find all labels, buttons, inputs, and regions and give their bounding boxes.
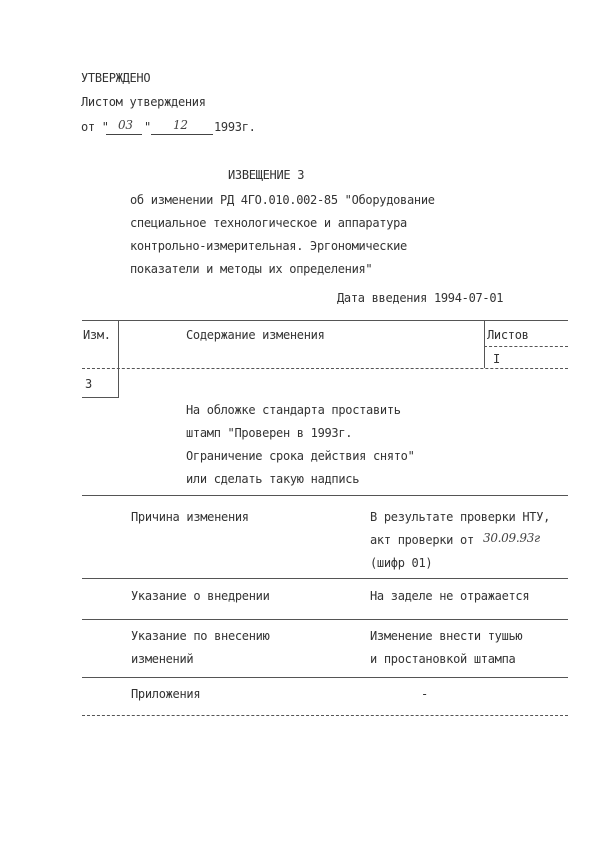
approval-month: 12 [173, 118, 188, 132]
notice-line-4: показатели и методы их определения" [130, 262, 373, 276]
notice-title: ИЗВЕЩЕНИЕ 3 [228, 168, 305, 182]
document-bottom-rule [82, 715, 568, 716]
implementation-label: Указание о внедрении [131, 589, 270, 603]
notice-line-3: контрольно-измерительная. Эргономические [130, 239, 407, 253]
reason-date: 30.09.93г [483, 531, 540, 545]
content-bottom-rule [82, 495, 568, 496]
header-sheets: Листов [487, 328, 529, 342]
notice-line-1: об изменении РД 4ГО.010.002-85 "Оборудование [130, 193, 435, 207]
content-line-1: На обложке стандарта проставить [186, 403, 401, 417]
approval-quote-close: " [144, 120, 151, 134]
reason-bottom-rule [82, 578, 568, 579]
content-line-3: Ограничение срока действия снято" [186, 449, 415, 463]
implementation-value: На заделе не отражается [370, 589, 530, 603]
approval-from-prefix: от " [81, 120, 109, 134]
entry-label-line-1: Указание по внесению [131, 629, 270, 643]
row-number: 3 [85, 377, 92, 391]
sheets-split-rule [484, 346, 568, 347]
table-divider-sheets [484, 320, 485, 368]
reason-line-3: (шифр 01) [370, 556, 433, 570]
content-line-4: или сделать такую надпись [186, 472, 360, 486]
introduction-date: Дата введения 1994-07-01 [337, 291, 504, 305]
approval-day: 03 [118, 118, 133, 132]
sheets-value: I [493, 352, 500, 366]
header-content: Содержание изменения [186, 328, 325, 342]
content-line-2: штамп "Проверен в 1993г. [186, 426, 353, 440]
appendix-value: - [421, 687, 428, 701]
table-header-rule [82, 368, 568, 369]
num-cell-rule [82, 397, 118, 398]
entry-label-line-2: изменений [131, 652, 194, 666]
table-top-rule [82, 320, 568, 321]
reason-label: Причина изменения [131, 510, 249, 524]
implementation-bottom-rule [82, 619, 568, 620]
day-underline [106, 134, 142, 135]
approval-year: 1993г. [214, 120, 256, 134]
table-divider-num [118, 320, 119, 398]
notice-line-2: специальное технологическое и аппаратура [130, 216, 407, 230]
reason-line-1: В результате проверки НТУ, [370, 510, 551, 524]
entry-value-line-2: и простановкой штампа [370, 652, 516, 666]
approval-by-letter: Листом утверждения [81, 95, 206, 109]
entry-value-line-1: Изменение внести тушью [370, 629, 523, 643]
month-underline [151, 134, 213, 135]
reason-line-2: акт проверки от [370, 533, 474, 547]
approval-stamp-title: УТВЕРЖДЕНО [81, 71, 151, 85]
entry-bottom-rule [82, 677, 568, 678]
appendix-label: Приложения [131, 687, 201, 701]
header-num: Изм. [83, 328, 111, 342]
